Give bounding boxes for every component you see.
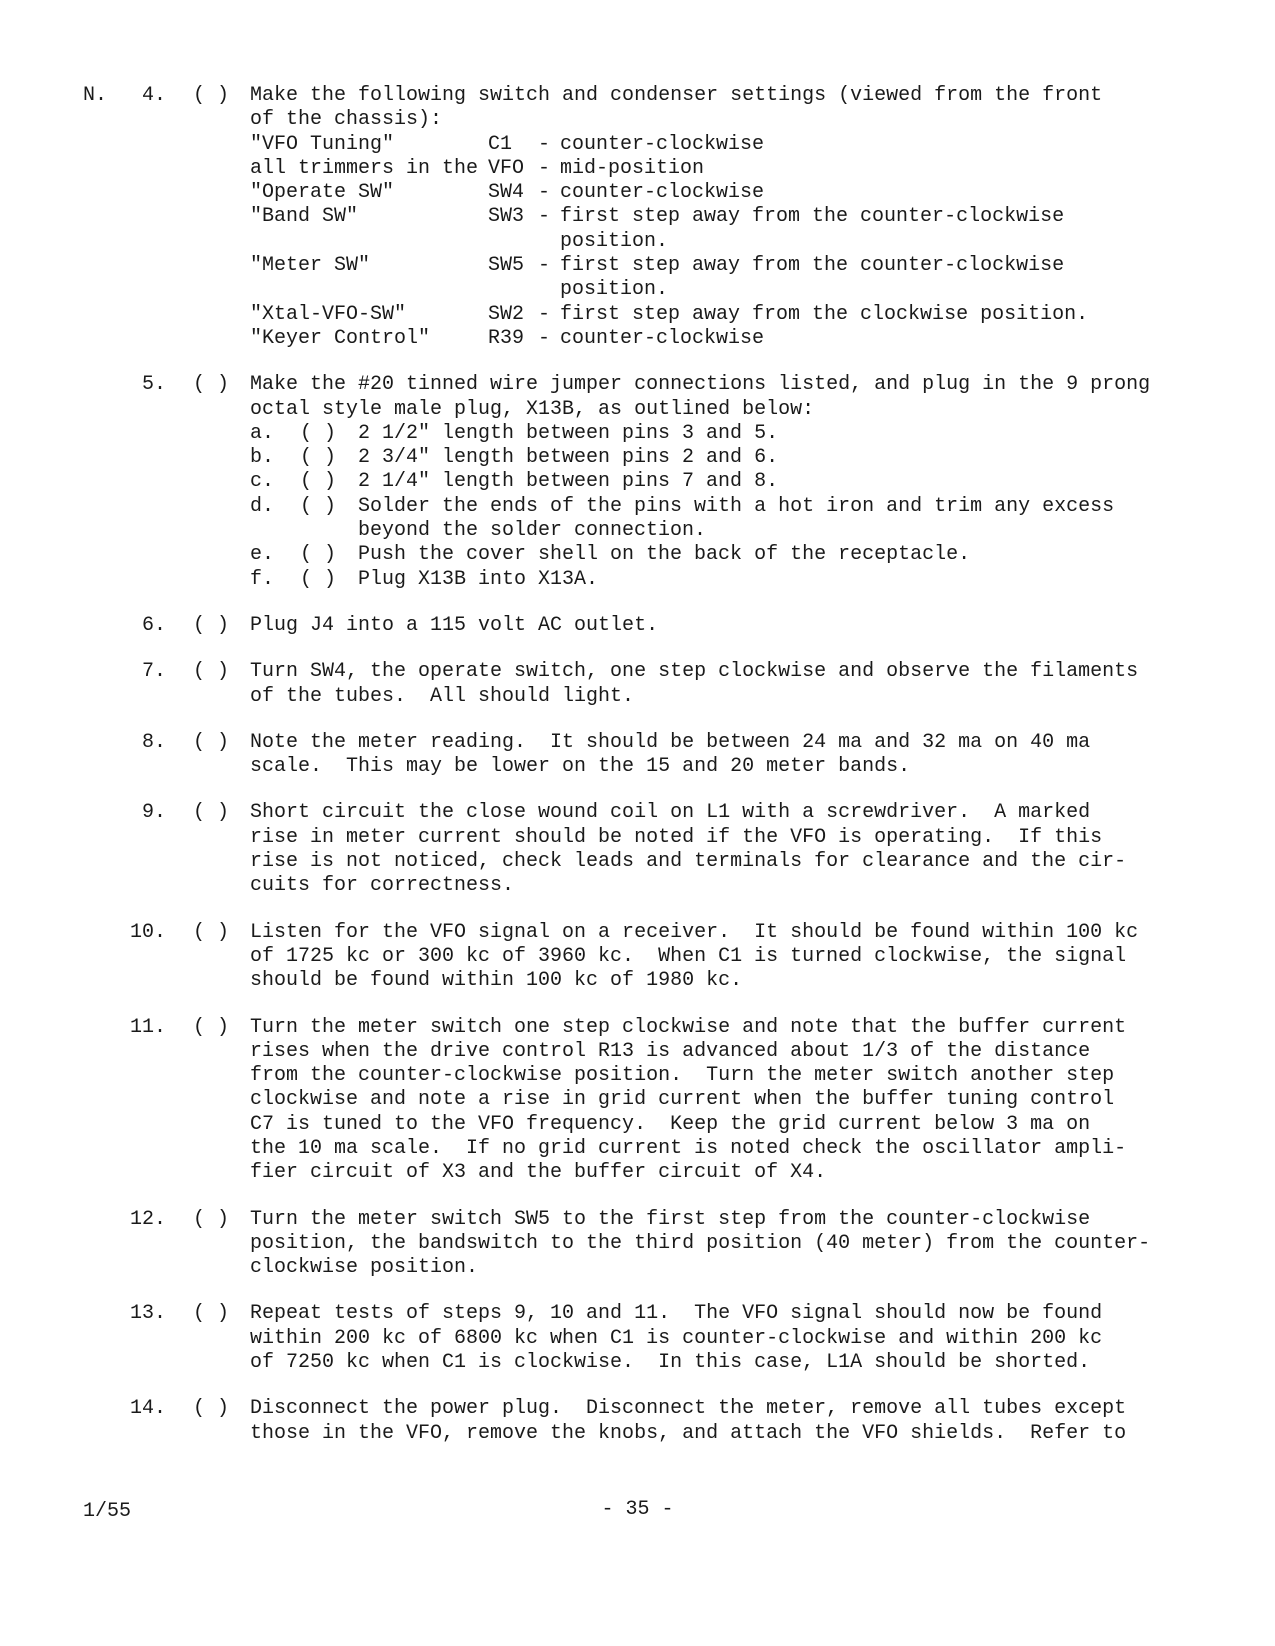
- sub-step-letter: c.: [250, 470, 275, 494]
- setting-dash: -: [538, 254, 551, 278]
- text-line: Listen for the VFO signal on a receiver. It should be found within 100 kc: [250, 920, 1139, 944]
- step-number: 11.: [129, 1015, 166, 1039]
- step-text: [250, 801, 1190, 898]
- setting-code: [488, 230, 538, 254]
- setting-dash: -: [538, 302, 551, 326]
- text-line: of 1725 kc or 300 kc of 3960 kc. When C1 is turned clockwise, the signal: [250, 944, 1127, 968]
- step-checkbox: ( ): [193, 1302, 230, 1326]
- text-line: cuits for correctness.: [250, 874, 515, 898]
- sub-step-checkbox: [300, 519, 358, 543]
- text-line: Disconnect the power plug. Disconnect the meter, remove all tubes except: [250, 1397, 1127, 1421]
- setting-label: "VFO Tuning": [250, 132, 395, 156]
- setting-row: [250, 327, 1190, 351]
- step-item: [0, 1208, 1275, 1281]
- setting-value: first step away from the clockwise position.: [560, 302, 1089, 326]
- step-text: [250, 1302, 1190, 1375]
- sub-step-letter: e.: [250, 543, 275, 567]
- text-line: of the tubes. All should light.: [250, 684, 635, 708]
- setting-value: counter-clockwise: [560, 132, 765, 156]
- setting-label: "Keyer Control": [250, 326, 431, 350]
- setting-row: [250, 303, 1190, 327]
- text-line: Turn the meter switch SW5 to the first step from the counter-clockwise: [250, 1207, 1091, 1231]
- step-number: 9.: [141, 801, 166, 825]
- step-number: 12.: [129, 1207, 166, 1231]
- sub-step-text: 2 1/4" length between pins 7 and 8.: [358, 470, 779, 494]
- text-line: rise is not noticed, check leads and terminals for clearance and the cir-: [250, 850, 1127, 874]
- step-text: [250, 373, 1190, 592]
- text-line: Plug J4 into a 115 volt AC outlet.: [250, 613, 659, 637]
- text-line: position, the bandswitch to the third position (40 meter) from the counter-: [250, 1231, 1151, 1255]
- section-label: N.: [83, 84, 108, 107]
- setting-row: [250, 157, 1190, 181]
- step-item: [0, 660, 1275, 709]
- setting-code: SW3: [488, 205, 525, 229]
- step-checkbox: ( ): [193, 801, 230, 825]
- setting-label: "Xtal-VFO-SW": [250, 302, 407, 326]
- setting-dash: -: [538, 181, 551, 205]
- sub-step: [250, 422, 1190, 446]
- step-checkbox: ( ): [193, 1397, 230, 1421]
- step-item: [0, 1397, 1275, 1446]
- text-line: octal style male plug, X13B, as outlined below:: [250, 397, 815, 421]
- text-line: within 200 kc of 6800 kc when C1 is counter-clockwise and within 200 kc: [250, 1326, 1103, 1350]
- setting-value: counter-clockwise: [560, 181, 765, 205]
- sub-step-letter: [250, 519, 300, 543]
- setting-value: counter-clockwise: [560, 326, 765, 350]
- sub-step: [250, 519, 1190, 543]
- footer-date: 1/55: [83, 1500, 132, 1523]
- setting-code: VFO: [488, 156, 525, 180]
- sub-step-checkbox: ( ): [300, 446, 337, 470]
- setting-dash: [538, 278, 560, 302]
- text-line: should be found within 100 kc of 1980 kc.: [250, 969, 743, 993]
- step-text: [250, 731, 1190, 780]
- step-item: [0, 731, 1275, 780]
- sub-step-letter: b.: [250, 446, 275, 470]
- step-text: [250, 1016, 1190, 1186]
- sub-step: [250, 543, 1190, 567]
- step-text: [250, 1208, 1190, 1281]
- setting-value: mid-position: [560, 156, 705, 180]
- step-number: 5.: [141, 373, 166, 397]
- setting-dash: -: [538, 132, 551, 156]
- step-checkbox: ( ): [193, 613, 230, 637]
- setting-row: [250, 133, 1190, 157]
- sub-step-letter: a.: [250, 421, 275, 445]
- setting-label: all trimmers in the: [250, 156, 479, 180]
- step-checkbox: ( ): [193, 660, 230, 684]
- text-line: Turn SW4, the operate switch, one step clockwise and observe the filaments: [250, 660, 1139, 684]
- text-line: C7 is tuned to the VFO frequency. Keep the grid current below 3 ma on: [250, 1112, 1091, 1136]
- step-number: 4.: [141, 84, 166, 107]
- text-line: rise in meter current should be noted if the VFO is operating. If this: [250, 825, 1103, 849]
- sub-step-text: Push the cover shell on the back of the receptacle.: [358, 543, 971, 567]
- sub-step: [250, 568, 1190, 592]
- sub-step-text: beyond the solder connection.: [358, 519, 707, 543]
- text-line: Turn the meter switch one step clockwise and note that the buffer current: [250, 1015, 1127, 1039]
- step-item: [0, 373, 1275, 592]
- setting-code: SW4: [488, 181, 525, 205]
- step-item: [0, 801, 1275, 898]
- text-line: those in the VFO, remove the knobs, and attach the VFO shields. Refer to: [250, 1421, 1127, 1445]
- text-line: of 7250 kc when C1 is clockwise. In this case, L1A should be shorted.: [250, 1351, 1091, 1375]
- step-number: 10.: [129, 920, 166, 944]
- step-number: 8.: [141, 730, 166, 754]
- sub-step-checkbox: ( ): [300, 421, 337, 445]
- sub-step-letter: d.: [250, 494, 275, 518]
- text-line: Short circuit the close wound coil on L1 with a screwdriver. A marked: [250, 801, 1091, 825]
- step-text: [250, 660, 1190, 709]
- sub-step-text: 2 1/2" length between pins 3 and 5.: [358, 421, 779, 445]
- setting-value: position.: [560, 278, 669, 302]
- setting-label: [250, 278, 488, 302]
- sub-step-checkbox: ( ): [300, 494, 337, 518]
- setting-row: [250, 230, 1190, 254]
- step-item: [0, 1302, 1275, 1375]
- step-checkbox: ( ): [193, 1207, 230, 1231]
- sub-step-checkbox: ( ): [300, 543, 337, 567]
- step-number: 7.: [141, 660, 166, 684]
- setting-value: first step away from the counter-clockwise: [560, 254, 1065, 278]
- text-line: of the chassis):: [250, 108, 443, 132]
- setting-row: [250, 205, 1190, 229]
- setting-code: R39: [488, 326, 525, 350]
- text-line: Repeat tests of steps 9, 10 and 11. The VFO signal should now be found: [250, 1302, 1103, 1326]
- step-checkbox: ( ): [193, 373, 230, 397]
- setting-dash: -: [538, 156, 551, 180]
- step-text: [250, 84, 1190, 351]
- setting-row: [250, 278, 1190, 302]
- text-line: from the counter-clockwise position. Turn the meter switch another step: [250, 1064, 1115, 1088]
- setting-dash: [538, 230, 560, 254]
- text-line: clockwise position.: [250, 1256, 479, 1280]
- step-checkbox: ( ): [193, 84, 230, 107]
- instruction-list: [0, 84, 1275, 1468]
- step-number: 13.: [129, 1302, 166, 1326]
- sub-step-checkbox: ( ): [300, 567, 337, 591]
- step-item: [0, 614, 1275, 638]
- sub-step-checkbox: ( ): [300, 470, 337, 494]
- setting-row: [250, 181, 1190, 205]
- text-line: Make the #20 tinned wire jumper connections listed, and plug in the 9 prong: [250, 373, 1151, 397]
- setting-label: "Meter SW": [250, 254, 371, 278]
- setting-value: position.: [560, 229, 669, 253]
- setting-value: first step away from the counter-clockwise: [560, 205, 1065, 229]
- step-number: 6.: [141, 613, 166, 637]
- setting-label: [250, 230, 488, 254]
- setting-label: "Operate SW": [250, 181, 395, 205]
- setting-dash: -: [538, 326, 551, 350]
- text-line: the 10 ma scale. If no grid current is noted check the oscillator ampli-: [250, 1136, 1127, 1160]
- setting-label: "Band SW": [250, 205, 359, 229]
- step-number: 14.: [129, 1397, 166, 1421]
- step-checkbox: ( ): [193, 1015, 230, 1039]
- step-text: [250, 614, 1190, 638]
- sub-step-text: Solder the ends of the pins with a hot iron and trim any excess: [358, 494, 1115, 518]
- step-item: [0, 1016, 1275, 1186]
- text-line: fier circuit of X3 and the buffer circuit of X4.: [250, 1161, 827, 1185]
- step-text: [250, 1397, 1190, 1446]
- setting-code: [488, 278, 538, 302]
- text-line: Make the following switch and condenser settings (viewed from the front: [250, 84, 1103, 107]
- sub-step: [250, 446, 1190, 470]
- step-checkbox: ( ): [193, 920, 230, 944]
- step-item: [0, 921, 1275, 994]
- text-line: Note the meter reading. It should be between 24 ma and 32 ma on 40 ma: [250, 730, 1091, 754]
- step-item: [0, 84, 1275, 351]
- setting-code: SW5: [488, 254, 525, 278]
- step-text: [250, 921, 1190, 994]
- sub-step-text: 2 3/4" length between pins 2 and 6.: [358, 446, 779, 470]
- page-number: - 35 -: [601, 1498, 674, 1521]
- sub-step-letter: f.: [250, 567, 275, 591]
- sub-step: [250, 495, 1190, 519]
- step-checkbox: ( ): [193, 730, 230, 754]
- text-line: rises when the drive control R13 is advanced about 1/3 of the distance: [250, 1039, 1091, 1063]
- setting-code: C1: [488, 132, 513, 156]
- setting-row: [250, 254, 1190, 278]
- text-line: clockwise and note a rise in grid current when the buffer tuning control: [250, 1088, 1115, 1112]
- setting-code: SW2: [488, 302, 525, 326]
- text-line: scale. This may be lower on the 15 and 20 meter bands.: [250, 755, 911, 779]
- sub-step: [250, 470, 1190, 494]
- sub-step-text: Plug X13B into X13A.: [358, 567, 599, 591]
- setting-dash: -: [538, 205, 551, 229]
